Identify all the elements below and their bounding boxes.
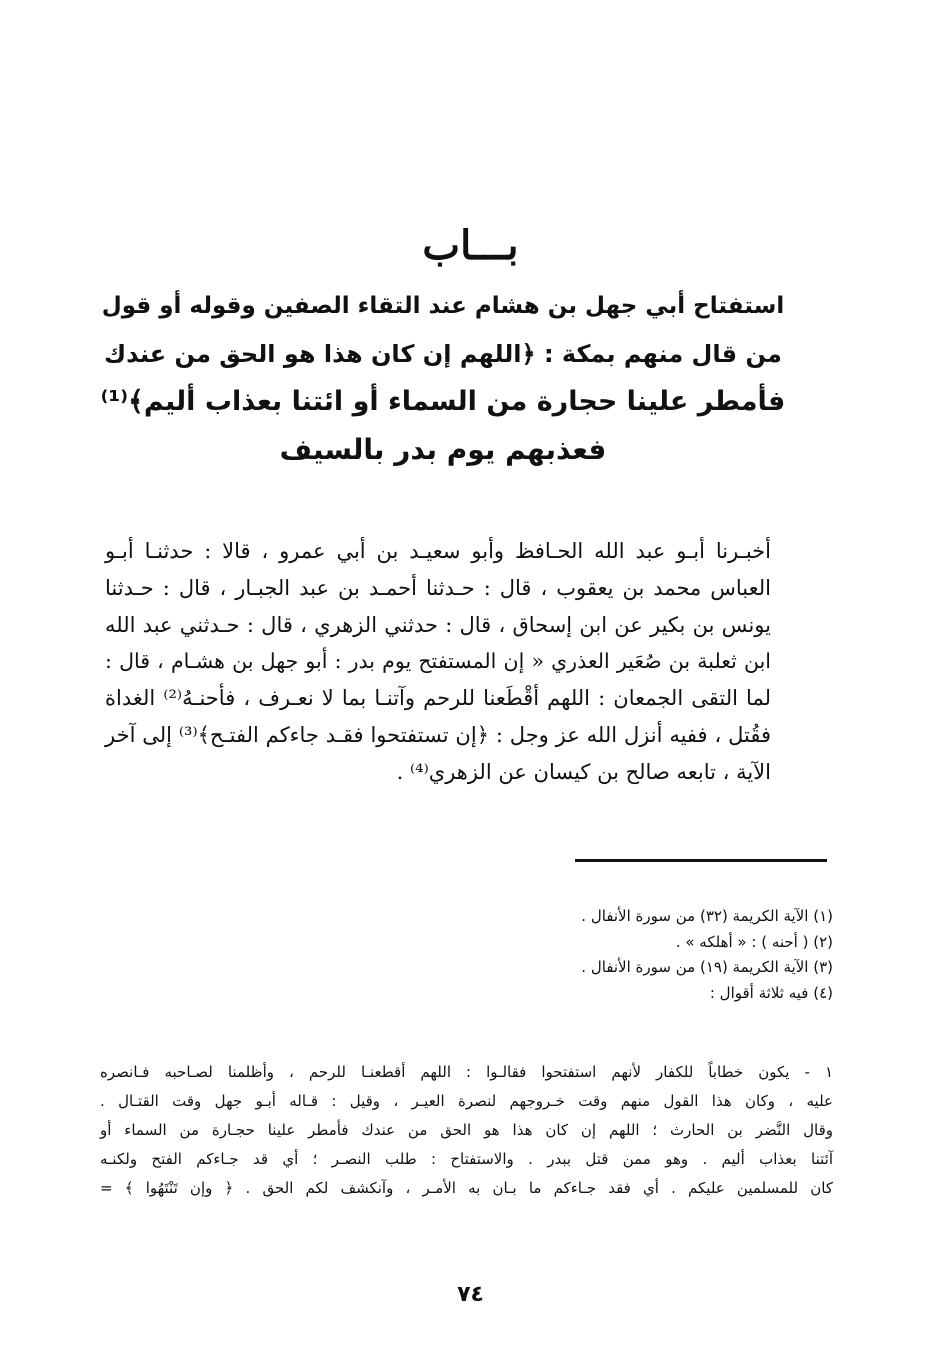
body-line: لما التقى الجمعان : اللهم أقْطَعنا للرحم وآتنـا بما لا نعـرف ، فأحنـهُ⁽²⁾ الغداة bbox=[105, 686, 771, 711]
commentary-line: كان للمسلمين عليكم . أي فقد جـاءكم ما بـان به الأمـر ، وآنكشف لكم الحق . ﴿ وإن تَنْتَهُوا ﴾ = bbox=[100, 1179, 833, 1197]
chapter-label: بـــاب bbox=[422, 222, 519, 269]
footnotes bbox=[170, 904, 833, 1006]
footnote-separator bbox=[575, 859, 827, 862]
commentary-line: آئتنا بعذاب أليم . وهو ممن قتل ببدر . والاستفتاح : طلب النصـر ؛ أي قد جـاءكم الفتح ولكنـه bbox=[100, 1150, 833, 1168]
heading-line: من قال منهم بمكة : ﴿اللهم إن كان هذا هو الحق من عندك bbox=[104, 340, 782, 368]
body-line: ابن ثعلبة بن صُعَير العذري « إن المستفتح يوم بدر : أبو جهل بن هشـام ، قال : bbox=[105, 649, 771, 674]
chapter-heading bbox=[100, 282, 786, 474]
body-line: الآية ، تابعه صالح بن كيسان عن الزهري⁽⁴⁾ . bbox=[396, 759, 771, 784]
footnote: (١) الآية الكريمة (٣٢) من سورة الأنفال . bbox=[581, 907, 833, 925]
footnote: (٣) الآية الكريمة (١٩) من سورة الأنفال . bbox=[581, 958, 833, 976]
heading-line: فعذبهم يوم بدر بالسيف bbox=[279, 433, 607, 466]
commentary-line: عليه ، وكان هذا القول منهم وقت خـروجهم لنصرة العيـر ، وقيل : قـاله أبـو جهل وقت القتـال . bbox=[100, 1092, 833, 1110]
heading-line: فأمطر علينا حجارة من السماء أو ائتنا بعذاب أليم﴾⁽¹⁾ bbox=[100, 386, 786, 417]
body-line: يونس بن بكير عن ابن إسحاق ، قال : حدثني الزهري ، قال : حـدثني عبد الله bbox=[105, 612, 771, 637]
body-line: العباس محمد بن يعقوب ، قال : حـدثنا أحمـد بن عبد الجبـار ، قال : حـدثنا bbox=[105, 575, 771, 600]
body-line: أخبـرنا أبـو عبد الله الحـافظ وأبو سعيـد بن أبي عمرو ، قالا : حدثنـا أبـو bbox=[105, 539, 771, 563]
footnote-commentary bbox=[100, 1058, 833, 1203]
footnote: (٢) ( أحنه ) : « أهلكه » . bbox=[675, 932, 833, 951]
footnote: (٤) فيه ثلاثة أقوال : bbox=[709, 983, 833, 1002]
commentary-line: ١ - يكون خطاباً للكفار لأنهم استفتحوا فقالـوا : اللهم أقطعنـا للرحم ، وأظلمنا لصـاحبه فـانصره bbox=[100, 1063, 833, 1081]
main-text bbox=[105, 533, 771, 791]
body-line: فقُتل ، ففيه أنزل الله عز وجل : ﴿إن تستفتحوا فقـد جاءكم الفتـح﴾⁽³⁾ إلى آخر bbox=[105, 722, 771, 747]
commentary-line: وقال النَّضر بن الحارث ؛ اللهم إن كان هذا هو الحق من عندك فأمطر علينا حجـارة من السماء أو bbox=[100, 1121, 833, 1139]
page-number: ٧٤ bbox=[457, 1282, 484, 1307]
heading-line: استفتاح أبي جهل بن هشام عند التقاء الصفين وقوله أو قول bbox=[101, 293, 785, 319]
